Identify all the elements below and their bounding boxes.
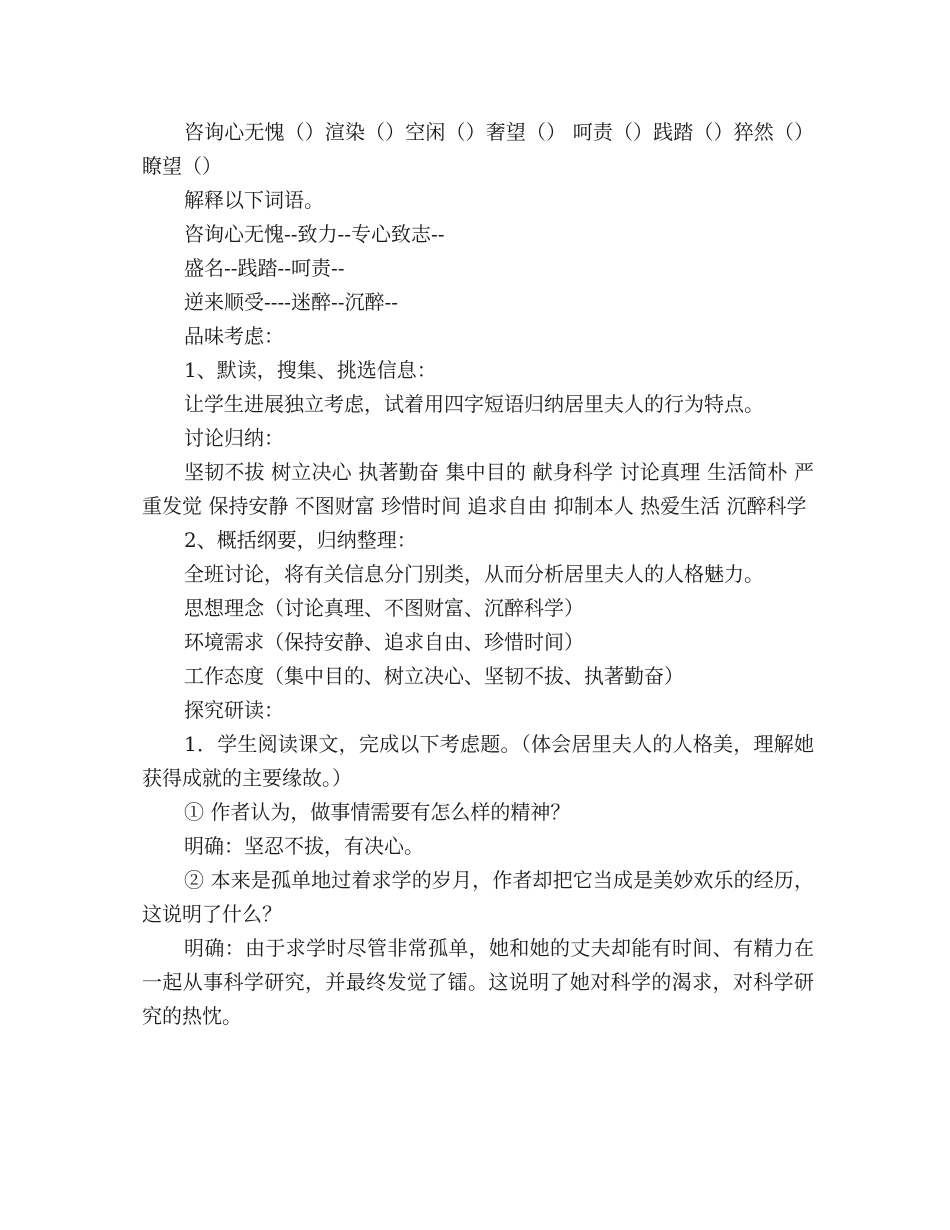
paragraph-step-2: 2、概括纲要，归纳整理： [184,528,417,552]
paragraph-step-2-task: 全班讨论，将有关信息分门别类，从而分析居里夫人的人格魅力。 [184,562,764,586]
paragraph-discussion-heading: 讨论归纳： [184,426,284,450]
paragraph-step-1-task: 让学生进展独立考虑，试着用四字短语归纳居里夫人的行为特点。 [184,392,764,416]
paragraph-answer-2: 明确：由于求学时尽管非常孤单，她和她的丈夫却能有时间、有精力在一起从事科学研究，并最终发觉了镭。这说明了她对科学的渴求，对科学研究的热忱。 [142,936,814,1028]
paragraph-question-1: ① 作者认为，做事情需要有怎么样的精神？ [184,800,571,824]
paragraph-section-heading: 品味考虑： [184,324,284,348]
paragraph-explain-heading: 解释以下词语。 [184,188,324,212]
paragraph-category-environment: 环境需求（保持安静、追求自由、珍惜时间） [184,630,584,654]
paragraph-step-1: 1、默读，搜集、挑选信息： [184,358,437,382]
paragraph-word-list: 咨询心无愧（）渲染（）空闲（）奢望（） 呵责（）践踏（）猝然（）瞭望（） [142,120,814,178]
paragraph-vocab-3: 逆来顺受----迷醉--沉醉-- [184,290,399,314]
paragraph-inquiry-heading: 探究研读： [184,698,284,722]
paragraph-vocab-1: 咨询心无愧--致力--专心致志-- [184,222,445,246]
paragraph-vocab-2: 盛名--践踏--呵责-- [184,256,345,280]
paragraph-answer-1: 明确：坚忍不拔，有决心。 [184,834,424,858]
document-page [142,115,814,1033]
paragraph-category-thought: 思想理念（讨论真理、不图财富、沉醉科学） [184,596,584,620]
paragraph-traits-list: 坚韧不拔 树立决心 执著勤奋 集中目的 献身科学 讨论真理 生活简朴 严重发觉 保持安静 不图财富 珍惜时间 追求自由 抑制本人 热爱生活 沉醉科学 [142,460,814,518]
paragraph-inquiry-task: 1．学生阅读课文，完成以下考虑题。（体会居里夫人的人格美，理解她获得成就的主要缘故。） [142,732,814,790]
paragraph-question-2: ② 本来是孤单地过着求学的岁月，作者却把它当成是美妙欢乐的经历，这说明了什么？ [142,868,814,926]
paragraph-category-attitude: 工作态度（集中目的、树立决心、坚韧不拔、执著勤奋） [184,664,684,688]
